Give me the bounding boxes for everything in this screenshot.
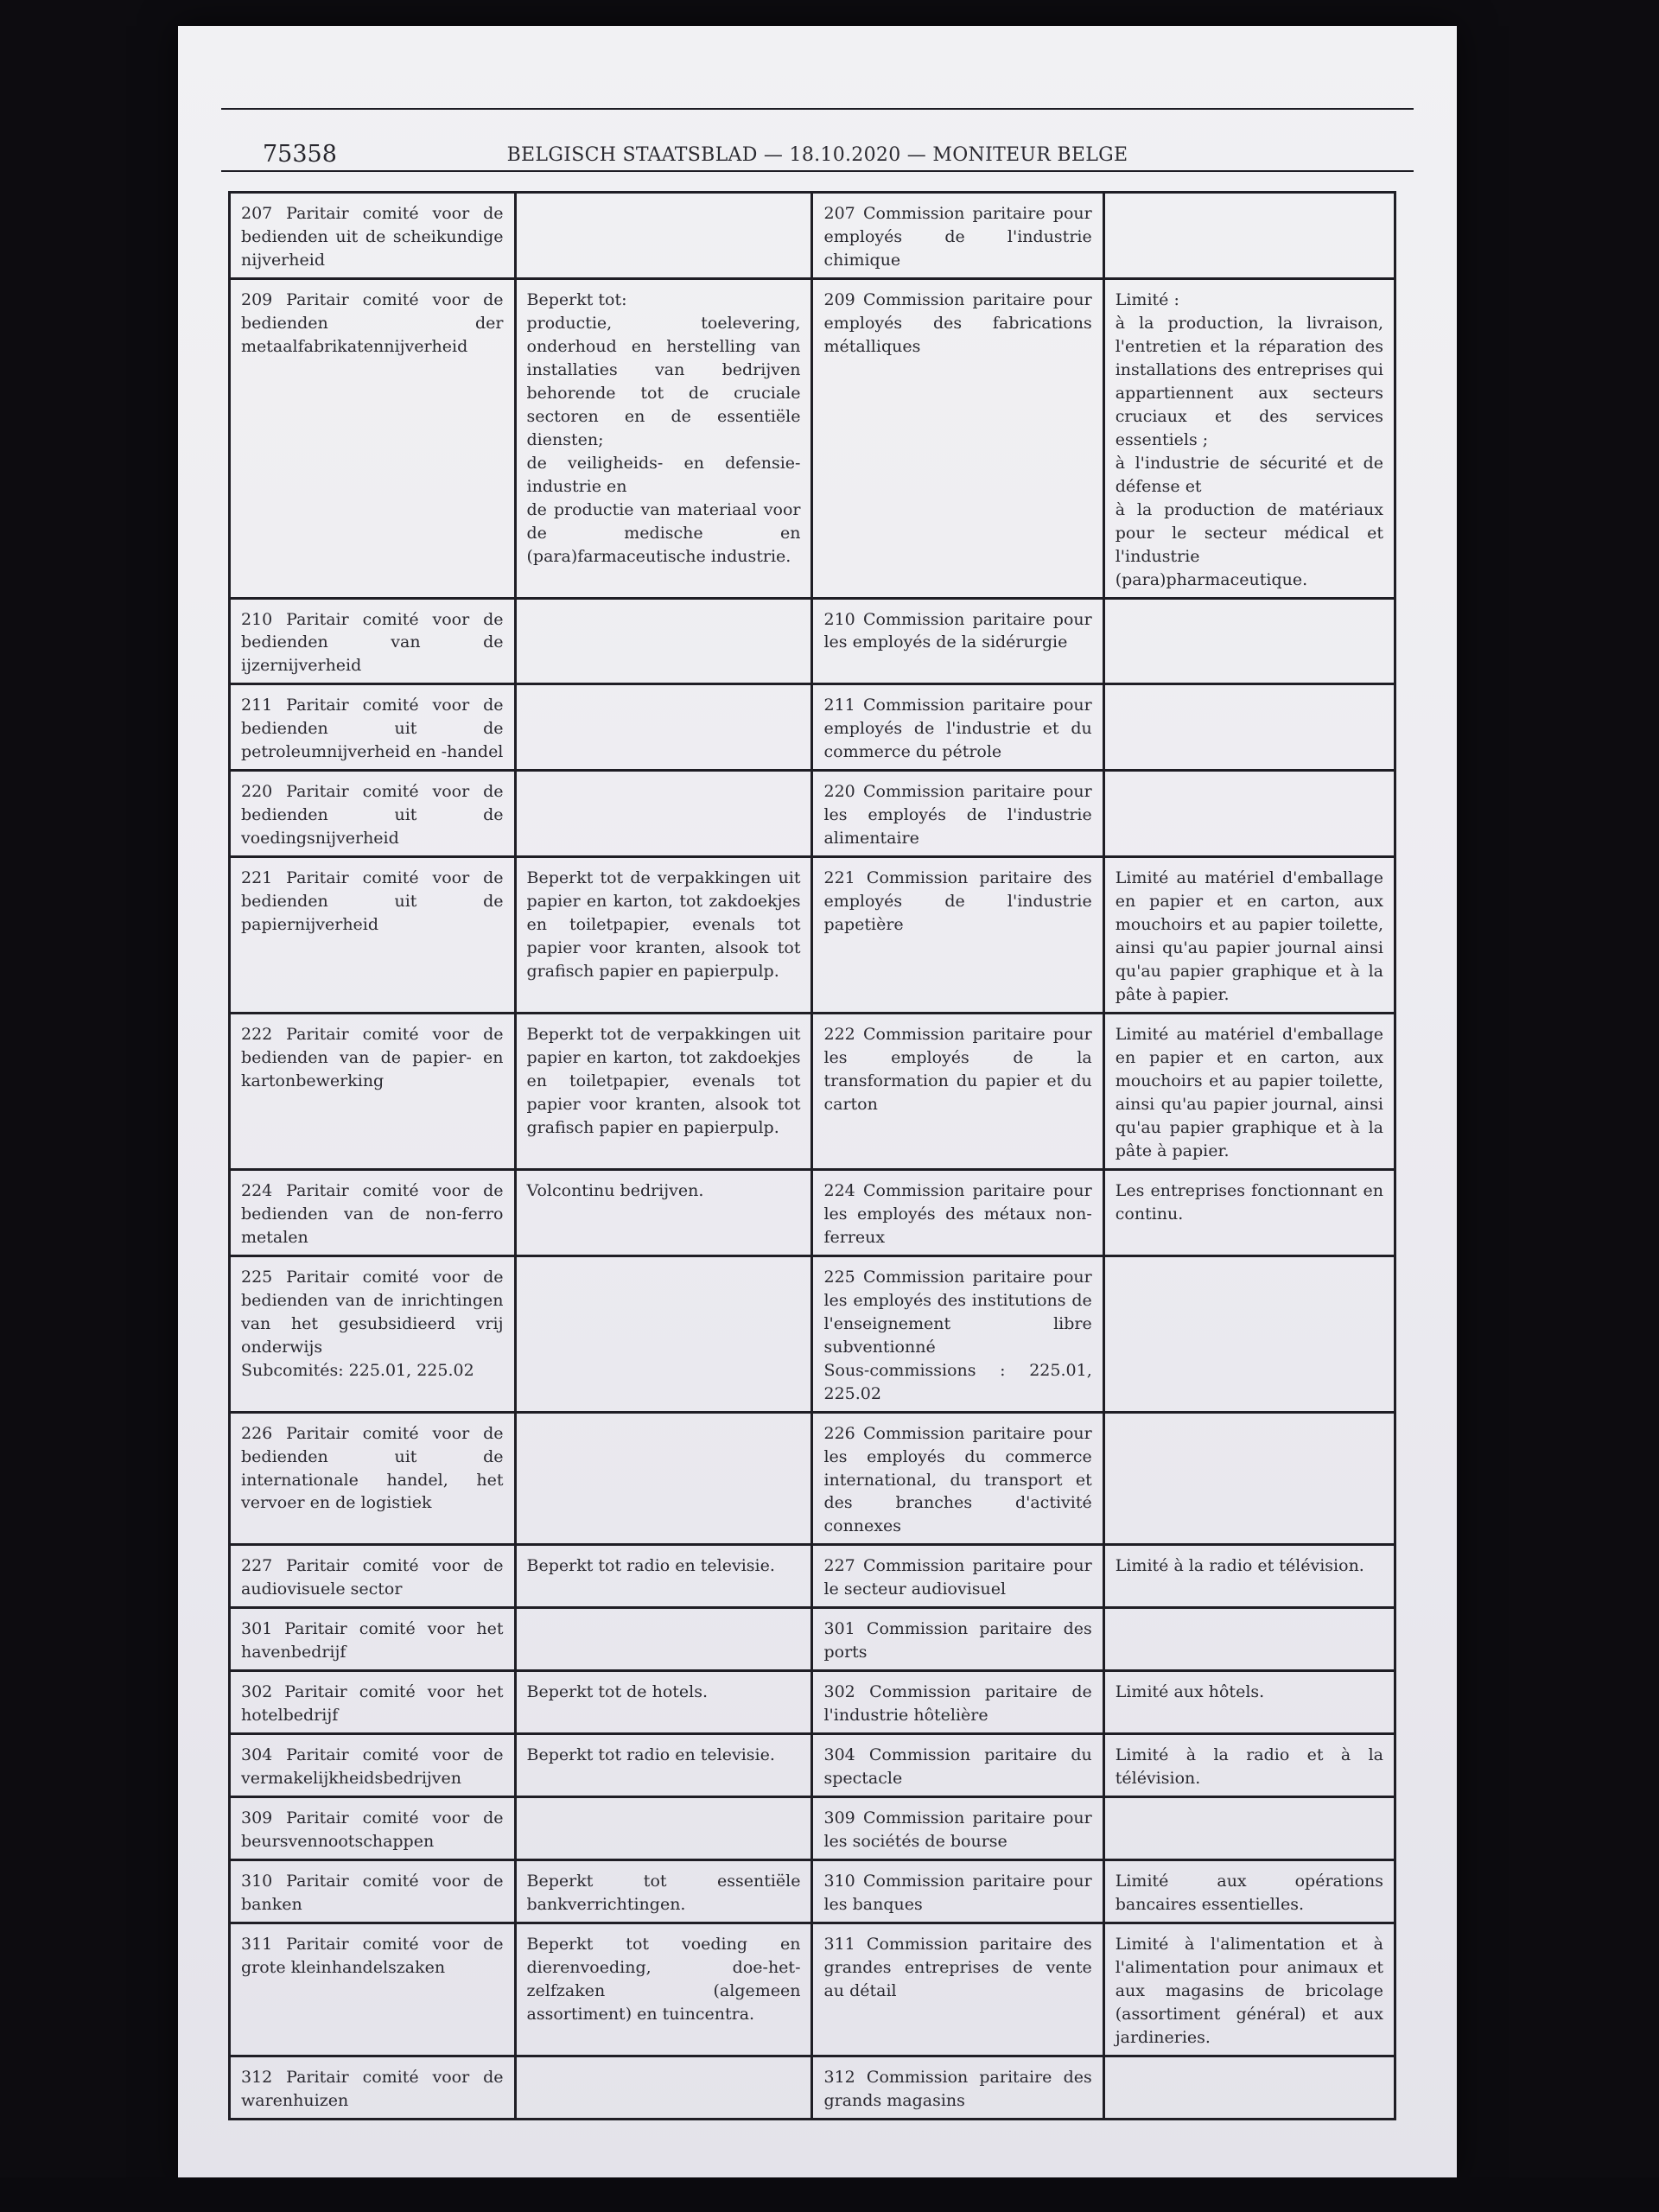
table-row (230, 1608, 1395, 1671)
fr-limitation-cell: Limité à l'alimentation et à l'alimentation pour animaux et aux magasins de bricolage (assortiment général) et aux jardineries. (1103, 1923, 1395, 2056)
fr-limitation-cell (1103, 1412, 1395, 1545)
nl-committee-cell: 224 Paritair comité voor de bedienden van de non-ferro metalen (230, 1169, 516, 1255)
gazette-page (221, 108, 1414, 2120)
fr-limitation-cell (1103, 2056, 1395, 2119)
table-row (230, 278, 1395, 598)
journal-title: BELGISCH STAATSBLAD — 18.10.2020 — MONITEUR BELGE (506, 144, 1128, 166)
nl-limitation-cell: Beperkt tot de hotels. (515, 1671, 812, 1734)
fr-limitation-cell (1103, 193, 1395, 279)
nl-limitation-cell: Beperkt tot de verpakkingen uit papier en karton, tot zakdoekjes en toiletpapier, evenals tot papier voor kranten, alsook tot grafisch papier en papierpulp. (515, 1014, 812, 1170)
nl-committee-cell: 310 Paritair comité voor de banken (230, 1860, 516, 1923)
fr-limitation-cell (1103, 1608, 1395, 1671)
fr-limitation-cell (1103, 684, 1395, 771)
fr-committee-cell: 304 Commission paritaire du spectacle (812, 1734, 1103, 1797)
fr-limitation-cell: Limité : à la production, la livraison, l'entretien et la réparation des installations des entreprises qui appartiennent aux secteurs cruciaux et des services essentiels ; à l'industrie de sécurité et de défense et à la production de matériaux pour le secteur médical et l'industrie (para)pharmaceutique. (1103, 278, 1395, 598)
table-row (230, 2056, 1395, 2119)
nl-committee-cell: 207 Paritair comité voor de bedienden uit de scheikundige nijverheid (230, 193, 516, 279)
nl-committee-cell: 225 Paritair comité voor de bedienden van de inrichtingen van het gesubsidieerd vrij onderwijs Subcomités: 225.01, 225.02 (230, 1255, 516, 1412)
nl-limitation-cell (515, 193, 812, 279)
nl-limitation-cell (515, 1412, 812, 1545)
table-row (230, 1412, 1395, 1545)
fr-committee-cell: 310 Commission paritaire pour les banques (812, 1860, 1103, 1923)
nl-limitation-cell: Volcontinu bedrijven. (515, 1169, 812, 1255)
nl-limitation-cell (515, 598, 812, 684)
table-row (230, 857, 1395, 1014)
table-row (230, 193, 1395, 279)
nl-committee-cell: 220 Paritair comité voor de bedienden uit de voedingsnijverheid (230, 771, 516, 857)
nl-committee-cell: 304 Paritair comité voor de vermakelijkheidsbedrijven (230, 1734, 516, 1797)
document-viewer (178, 26, 1457, 2177)
header-rule-bottom (221, 170, 1414, 172)
fr-limitation-cell (1103, 598, 1395, 684)
nl-limitation-cell (515, 2056, 812, 2119)
nl-limitation-cell: Beperkt tot radio en televisie. (515, 1734, 812, 1797)
nl-limitation-cell (515, 1797, 812, 1860)
table-row (230, 1014, 1395, 1170)
fr-limitation-cell: Limité au matériel d'emballage en papier et en carton, aux mouchoirs et au papier toilette, ainsi qu'au papier journal ainsi qu'au papier graphique et à la pâte à papier. (1103, 857, 1395, 1014)
nl-committee-cell: 312 Paritair comité voor de warenhuizen (230, 2056, 516, 2119)
fr-limitation-cell (1103, 1797, 1395, 1860)
fr-committee-cell: 207 Commission paritaire pour employés de l'industrie chimique (812, 193, 1103, 279)
fr-committee-cell: 309 Commission paritaire pour les sociétés de bourse (812, 1797, 1103, 1860)
fr-limitation-cell (1103, 771, 1395, 857)
nl-committee-cell: 301 Paritair comité voor het havenbedrijf (230, 1608, 516, 1671)
fr-committee-cell: 226 Commission paritaire pour les employés du commerce international, du transport et des branches d'activité connexes (812, 1412, 1103, 1545)
nl-limitation-cell (515, 1608, 812, 1671)
fr-committee-cell: 220 Commission paritaire pour les employés de l'industrie alimentaire (812, 771, 1103, 857)
nl-limitation-cell (515, 684, 812, 771)
table-row (230, 598, 1395, 684)
table-row (230, 1255, 1395, 1412)
fr-committee-cell: 227 Commission paritaire pour le secteur audiovisuel (812, 1545, 1103, 1608)
fr-limitation-cell: Limité à la radio et à la télévision. (1103, 1734, 1395, 1797)
nl-committee-cell: 221 Paritair comité voor de bedienden uit de papiernijverheid (230, 857, 516, 1014)
nl-committee-cell: 302 Paritair comité voor het hotelbedrijf (230, 1671, 516, 1734)
fr-committee-cell: 302 Commission paritaire de l'industrie hôtelière (812, 1671, 1103, 1734)
nl-committee-cell: 309 Paritair comité voor de beursvennootschappen (230, 1797, 516, 1860)
nl-limitation-cell (515, 771, 812, 857)
fr-committee-cell: 312 Commission paritaire des grands magasins (812, 2056, 1103, 2119)
fr-committee-cell: 210 Commission paritaire pour les employés de la sidérurgie (812, 598, 1103, 684)
fr-committee-cell: 222 Commission paritaire pour les employés de la transformation du papier et du carton (812, 1014, 1103, 1170)
table-row (230, 684, 1395, 771)
fr-committee-cell: 224 Commission paritaire pour les employés des métaux non-ferreux (812, 1169, 1103, 1255)
table-row (230, 1923, 1395, 2056)
nl-committee-cell: 222 Paritair comité voor de bedienden van de papier- en kartonbewerking (230, 1014, 516, 1170)
fr-committee-cell: 209 Commission paritaire pour employés des fabrications métalliques (812, 278, 1103, 598)
taskbar (0, 2177, 1659, 2212)
nl-committee-cell: 210 Paritair comité voor de bedienden van de ijzernijverheid (230, 598, 516, 684)
table-row (230, 771, 1395, 857)
page-header (221, 110, 1414, 168)
nl-limitation-cell: Beperkt tot radio en televisie. (515, 1545, 812, 1608)
table-row (230, 1671, 1395, 1734)
table-row (230, 1860, 1395, 1923)
nl-limitation-cell: Beperkt tot de verpakkingen uit papier en karton, tot zakdoekjes en toiletpapier, evenals tot papier voor kranten, alsook tot grafisch papier en papierpulp. (515, 857, 812, 1014)
nl-committee-cell: 311 Paritair comité voor de grote kleinhandelszaken (230, 1923, 516, 2056)
nl-limitation-cell: Beperkt tot essentiële bankverrichtingen. (515, 1860, 812, 1923)
table-row (230, 1169, 1395, 1255)
fr-limitation-cell: Limité au matériel d'emballage en papier et en carton, aux mouchoirs et au papier toilette, ainsi qu'au papier journal, ainsi qu'au papier graphique et à la pâte à papier. (1103, 1014, 1395, 1170)
fr-committee-cell: 221 Commission paritaire des employés de l'industrie papetière (812, 857, 1103, 1014)
fr-limitation-cell: Limité à la radio et télévision. (1103, 1545, 1395, 1608)
fr-committee-cell: 311 Commission paritaire des grandes entreprises de vente au détail (812, 1923, 1103, 2056)
fr-limitation-cell: Limité aux opérations bancaires essentielles. (1103, 1860, 1395, 1923)
table-row (230, 1734, 1395, 1797)
joint-committees-table (228, 191, 1396, 2120)
table-row (230, 1545, 1395, 1608)
fr-committee-cell: 301 Commission paritaire des ports (812, 1608, 1103, 1671)
table-row (230, 1797, 1395, 1860)
fr-committee-cell: 211 Commission paritaire pour employés de l'industrie et du commerce du pétrole (812, 684, 1103, 771)
fr-limitation-cell: Les entreprises fonctionnant en continu. (1103, 1169, 1395, 1255)
nl-limitation-cell: Beperkt tot: productie, toelevering, onderhoud en herstelling van installaties van bedrijven behorende tot de cruciale sectoren en de essentiële diensten; de veiligheids- en defensie-industrie en de productie van materiaal voor de medische en (para)farmaceutische industrie. (515, 278, 812, 598)
fr-limitation-cell (1103, 1255, 1395, 1412)
nl-committee-cell: 227 Paritair comité voor de audiovisuele sector (230, 1545, 516, 1608)
nl-limitation-cell: Beperkt tot voeding en dierenvoeding, doe-het-zelfzaken (algemeen assortiment) en tuincentra. (515, 1923, 812, 2056)
nl-limitation-cell (515, 1255, 812, 1412)
fr-limitation-cell: Limité aux hôtels. (1103, 1671, 1395, 1734)
page-number: 75358 (263, 141, 337, 168)
nl-committee-cell: 226 Paritair comité voor de bedienden uit de internationale handel, het vervoer en de logistiek (230, 1412, 516, 1545)
nl-committee-cell: 211 Paritair comité voor de bedienden uit de petroleumnijverheid en -handel (230, 684, 516, 771)
fr-committee-cell: 225 Commission paritaire pour les employés des institutions de l'enseignement libre subventionné Sous-commissions : 225.01, 225.02 (812, 1255, 1103, 1412)
nl-committee-cell: 209 Paritair comité voor de bedienden der metaalfabrikatennijverheid (230, 278, 516, 598)
table-body (230, 193, 1395, 2120)
